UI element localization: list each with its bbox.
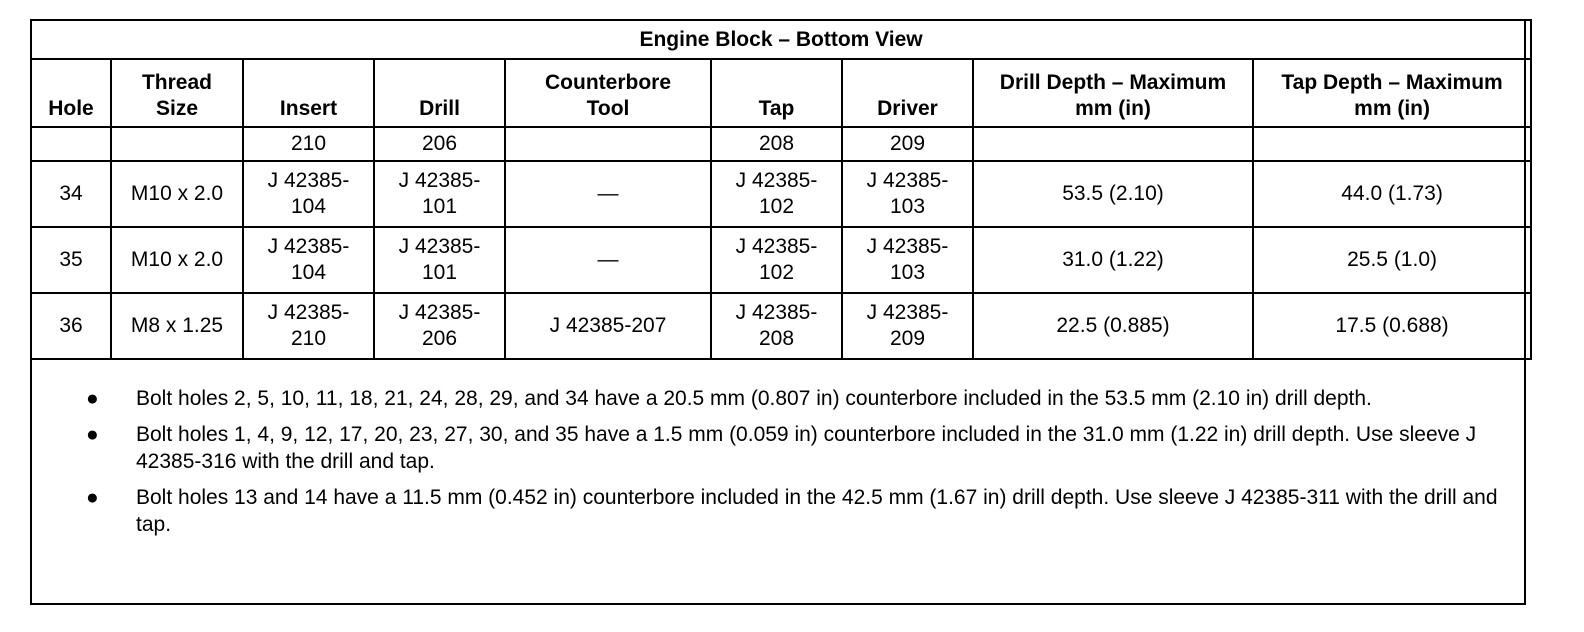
cell-counterbore-tool: — — [505, 161, 711, 227]
cell-counterbore-tool: J 42385-207 — [505, 293, 711, 359]
cell-tap — [711, 227, 842, 293]
column-header-row — [31, 59, 1531, 127]
cell-line: 210 — [290, 327, 327, 350]
spec-table — [30, 19, 1532, 360]
cell-line: J 42385- — [398, 169, 481, 192]
cell-thread-size: M8 x 1.25 — [111, 293, 243, 359]
cell-line: J 42385- — [866, 301, 949, 324]
column-header-line: Drill — [419, 97, 460, 120]
cell-thread-size: M10 x 2.0 — [111, 161, 243, 227]
cell-insert — [243, 293, 374, 359]
cell-line: 209 — [889, 327, 926, 350]
column-header-line: Tap — [758, 97, 795, 120]
cell-thread-size: M10 x 2.0 — [111, 227, 243, 293]
column-header-driver — [842, 59, 973, 127]
note-item — [32, 385, 1524, 412]
part-number-cell: 209 — [842, 127, 973, 161]
column-header-insert — [243, 59, 374, 127]
column-header-tap-depth — [1253, 59, 1531, 127]
part-number-row — [31, 127, 1531, 161]
cell-line: J 42385- — [267, 301, 350, 324]
note-text: Bolt holes 13 and 14 have a 11.5 mm (0.452 in) counterbore included in the 42.5 mm (1.67 in) drill depth. Use sleeve J 42385-311 with the drill and tap. — [136, 486, 1498, 536]
spec-sheet — [30, 19, 1526, 605]
cell-line: 208 — [758, 327, 795, 350]
note-item — [32, 484, 1524, 538]
note-text: Bolt holes 2, 5, 10, 11, 18, 21, 24, 28, 29, and 34 have a 20.5 mm (0.807 in) counterbore included in the 53.5 mm (2.10 in) drill depth. — [136, 387, 1372, 410]
cell-hole: 35 — [31, 227, 111, 293]
cell-drill-depth: 31.0 (1.22) — [973, 227, 1253, 293]
part-number-cell: 210 — [243, 127, 374, 161]
column-header-line: Drill Depth – Maximum — [999, 71, 1227, 94]
column-header-counterbore-tool — [505, 59, 711, 127]
note-item — [32, 421, 1524, 475]
column-header-line: mm (in) — [1354, 97, 1430, 120]
column-header-line: Tool — [586, 97, 630, 120]
column-header-drill-depth — [973, 59, 1253, 127]
part-number-cell — [111, 127, 243, 161]
cell-line: J 42385- — [267, 169, 350, 192]
cell-line: J 42385- — [267, 235, 350, 258]
cell-tap-depth: 44.0 (1.73) — [1253, 161, 1531, 227]
column-header-tap — [711, 59, 842, 127]
column-header-hole — [31, 59, 111, 127]
column-header-line: mm (in) — [1075, 97, 1151, 120]
cell-line: J 42385- — [735, 235, 818, 258]
note-text: Bolt holes 1, 4, 9, 12, 17, 20, 23, 27, 30, and 35 have a 1.5 mm (0.059 in) counterbore included in the 31.0 mm (1.22 in) drill depth. Use sleeve J 42385-316 with the drill and tap. — [136, 423, 1477, 473]
table-row — [31, 293, 1531, 359]
table-row — [31, 161, 1531, 227]
bullet-icon: ● — [86, 423, 99, 446]
cell-line: 103 — [889, 195, 926, 218]
notes-list — [32, 373, 1524, 603]
cell-line: 101 — [421, 261, 458, 284]
cell-line: 101 — [421, 195, 458, 218]
column-header-line: Insert — [279, 97, 338, 120]
column-header-drill — [374, 59, 505, 127]
cell-drill — [374, 161, 505, 227]
cell-counterbore-tool: — — [505, 227, 711, 293]
part-number-cell — [505, 127, 711, 161]
table-row — [31, 227, 1531, 293]
cell-drill-depth: 22.5 (0.885) — [973, 293, 1253, 359]
bullet-icon: ● — [86, 486, 99, 509]
cell-hole: 34 — [31, 161, 111, 227]
cell-drill — [374, 293, 505, 359]
column-header-line: Hole — [48, 97, 94, 120]
cell-tap — [711, 293, 842, 359]
cell-line: 104 — [290, 261, 327, 284]
cell-driver — [842, 227, 973, 293]
part-number-cell — [31, 127, 111, 161]
column-header-line: Counterbore — [545, 71, 671, 94]
cell-line: J 42385- — [398, 301, 481, 324]
cell-line: J 42385- — [866, 235, 949, 258]
cell-line: 206 — [421, 327, 458, 350]
cell-drill-depth: 53.5 (2.10) — [973, 161, 1253, 227]
column-header-line: Size — [155, 97, 199, 120]
table-title: Engine Block – Bottom View — [31, 20, 1531, 59]
column-header-line: Thread — [141, 71, 212, 94]
cell-line: 102 — [758, 195, 795, 218]
bullet-icon: ● — [86, 387, 99, 410]
cell-driver — [842, 293, 973, 359]
cell-insert — [243, 161, 374, 227]
cell-hole: 36 — [31, 293, 111, 359]
part-number-cell — [973, 127, 1253, 161]
column-header-thread-size — [111, 59, 243, 127]
part-number-cell: 208 — [711, 127, 842, 161]
part-number-cell: 206 — [374, 127, 505, 161]
cell-line: 103 — [889, 261, 926, 284]
cell-line: 102 — [758, 261, 795, 284]
cell-line: J 42385- — [866, 169, 949, 192]
cell-line: J 42385- — [735, 169, 818, 192]
cell-tap-depth: 17.5 (0.688) — [1253, 293, 1531, 359]
column-header-line: Driver — [877, 97, 938, 120]
cell-drill — [374, 227, 505, 293]
column-header-line: Tap Depth – Maximum — [1281, 71, 1503, 94]
cell-tap-depth: 25.5 (1.0) — [1253, 227, 1531, 293]
cell-line: J 42385- — [398, 235, 481, 258]
cell-line: 104 — [290, 195, 327, 218]
cell-tap — [711, 161, 842, 227]
cell-driver — [842, 161, 973, 227]
part-number-cell — [1253, 127, 1531, 161]
cell-insert — [243, 227, 374, 293]
cell-line: J 42385- — [735, 301, 818, 324]
